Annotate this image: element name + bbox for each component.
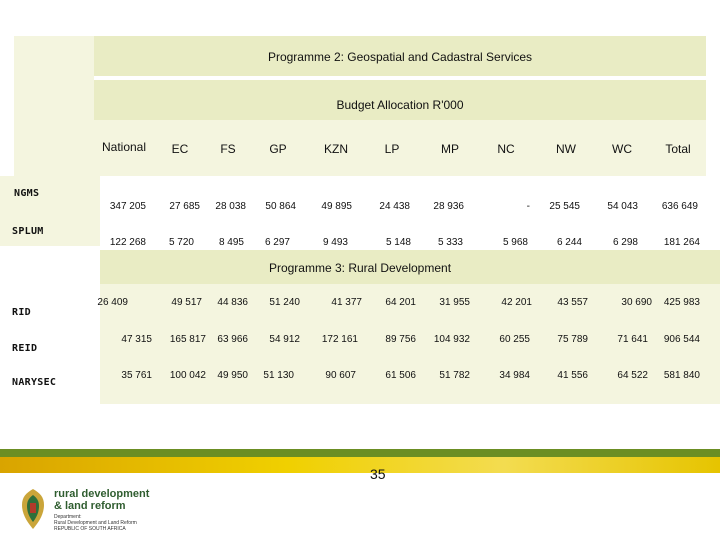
budget-allocation-title: Budget Allocation R'000 xyxy=(336,98,464,112)
programme-2-title: Programme 2: Geospatial and Cadastral Services xyxy=(267,50,533,64)
table-cell: 61 506 xyxy=(385,370,416,381)
table-cell: 60 255 xyxy=(499,334,530,345)
table-cell: 30 690 xyxy=(621,297,652,308)
p2-left-spacer xyxy=(14,36,94,120)
table-cell: 44 836 xyxy=(217,297,248,308)
table-cell: 24 438 xyxy=(379,201,410,212)
table-cell: 42 201 xyxy=(501,297,532,308)
table-cell: 25 545 xyxy=(549,201,580,212)
logo-title-line2: & land reform xyxy=(54,500,126,512)
table-cell: 165 817 xyxy=(169,334,206,345)
table-cell: 906 544 xyxy=(663,334,700,345)
table-cell: 9 493 xyxy=(322,237,348,248)
row-label-reid: REID xyxy=(12,343,38,354)
page-number: 35 xyxy=(370,466,386,482)
col-nw: NW xyxy=(556,142,576,156)
footer-green-bar xyxy=(0,449,720,457)
table-cell: 8 495 xyxy=(218,237,244,248)
col-lp: LP xyxy=(384,142,400,156)
row-label-narysec: NARYSEC xyxy=(12,377,57,388)
table-cell: 64 522 xyxy=(617,370,648,381)
table-cell: 54 043 xyxy=(607,201,638,212)
table-cell: 28 936 xyxy=(433,201,464,212)
table-cell: 172 161 xyxy=(321,334,358,345)
table-cell: 31 955 xyxy=(439,297,470,308)
table-cell: 71 641 xyxy=(617,334,648,345)
programme-3-title: Programme 3: Rural Development xyxy=(268,261,452,275)
table-cell: 51 240 xyxy=(269,297,300,308)
table-cell: 43 557 xyxy=(557,297,588,308)
table-cell: 100 042 xyxy=(169,370,206,381)
table-cell: 49 895 xyxy=(321,201,352,212)
logo-sub-1: Department: xyxy=(54,514,82,520)
table-cell: 122 268 xyxy=(109,237,146,248)
footer-gold-bar xyxy=(0,457,720,473)
table-cell: 6 297 xyxy=(264,237,290,248)
department-logo xyxy=(18,487,158,533)
table-cell: 5 148 xyxy=(385,237,411,248)
col-nc: NC xyxy=(497,142,515,156)
table-cell: 49 950 xyxy=(217,370,248,381)
col-ec: EC xyxy=(171,142,189,156)
table-cell: 64 201 xyxy=(385,297,416,308)
table-cell: 47 315 xyxy=(121,334,152,345)
logo-sub-3: REPUBLIC OF SOUTH AFRICA xyxy=(54,526,126,532)
table-cell: 34 984 xyxy=(499,370,530,381)
col-mp: MP xyxy=(441,142,459,156)
table-cell: 75 789 xyxy=(557,334,588,345)
col-national: National xyxy=(101,140,147,154)
table-cell: 5 968 xyxy=(502,237,528,248)
table-cell: 89 756 xyxy=(385,334,416,345)
col-total: Total xyxy=(665,142,691,156)
table-cell: 5 333 xyxy=(437,237,463,248)
table-cell: 51 782 xyxy=(439,370,470,381)
table-cell: 104 932 xyxy=(433,334,470,345)
table-cell: 181 264 xyxy=(663,237,700,248)
table-cell: 90 607 xyxy=(325,370,356,381)
coat-of-arms-icon xyxy=(18,487,48,531)
table-cell: 41 377 xyxy=(331,297,362,308)
table-cell: 41 556 xyxy=(557,370,588,381)
table-cell: 6 244 xyxy=(556,237,582,248)
table-cell: 26 409 xyxy=(97,297,128,308)
logo-sub-2: Rural Development and Land Reform xyxy=(54,520,137,526)
logo-title-line1: rural development xyxy=(54,488,150,500)
table-cell: 5 720 xyxy=(168,237,194,248)
row-label-splum: SPLUM xyxy=(12,226,44,237)
table-cell: 27 685 xyxy=(169,201,200,212)
table-cell: 50 864 xyxy=(265,201,296,212)
table-cell: 63 966 xyxy=(217,334,248,345)
table-cell: 581 840 xyxy=(663,370,700,381)
row-label-rid: RID xyxy=(12,307,31,318)
table-cell: 54 912 xyxy=(269,334,300,345)
table-cell: 28 038 xyxy=(215,201,246,212)
col-gp: GP xyxy=(269,142,287,156)
table-cell: 425 983 xyxy=(663,297,700,308)
col-kzn: KZN xyxy=(324,142,348,156)
table-cell: 49 517 xyxy=(171,297,202,308)
table-cell: 6 298 xyxy=(612,237,638,248)
col-fs: FS xyxy=(220,142,236,156)
table-cell: 636 649 xyxy=(661,201,698,212)
table-cell: 35 761 xyxy=(121,370,152,381)
table-cell: 51 130 xyxy=(263,370,294,381)
col-wc: WC xyxy=(612,142,632,156)
row-label-ngms: NGMS xyxy=(14,188,40,199)
table-cell: - xyxy=(526,201,530,212)
table-cell: 347 205 xyxy=(109,201,146,212)
